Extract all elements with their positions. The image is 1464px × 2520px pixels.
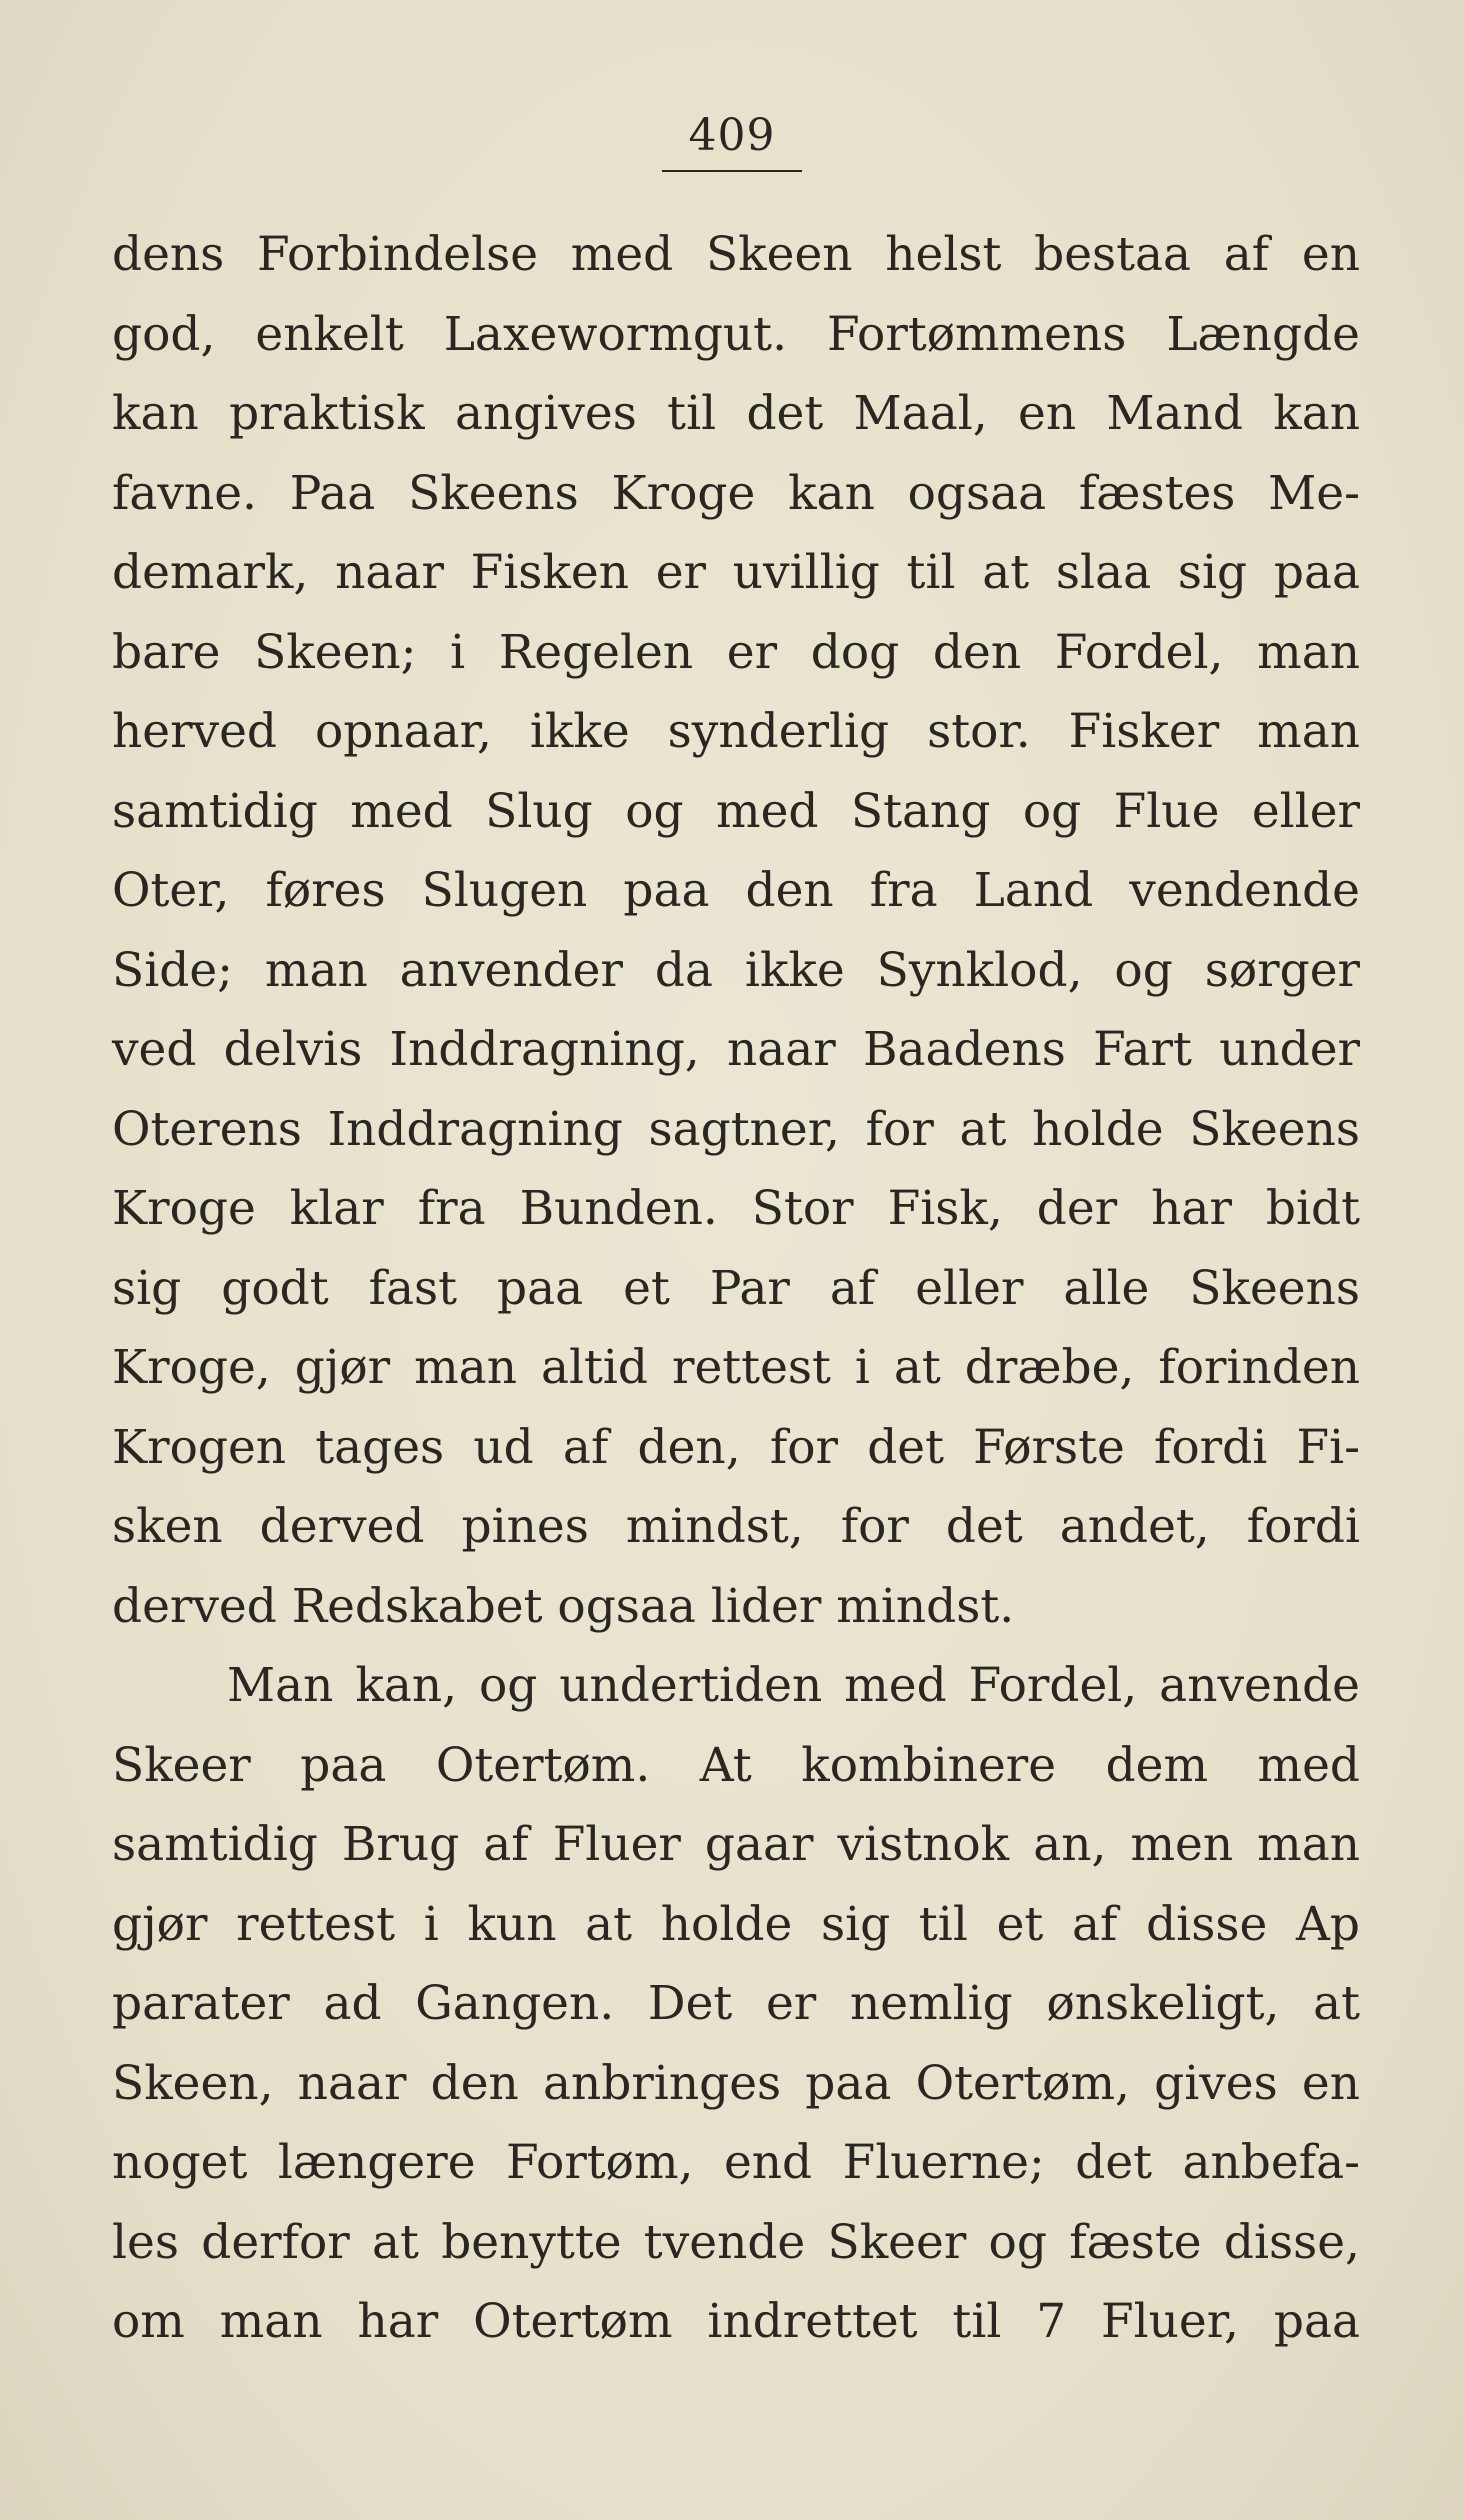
- text-line: herved opnaar, ikke synderlig stor. Fisker man: [112, 704, 1360, 759]
- text-line: parater ad Gangen. Det er nemlig ønskeligt, at: [112, 1976, 1360, 2031]
- text-line: noget længere Fortøm, end Fluerne; det anbefa-: [112, 2135, 1360, 2190]
- text-line: les derfor at benytte tvende Skeer og fæste disse,: [112, 2214, 1360, 2270]
- text-line: Side; man anvender da ikke Synklod, og sørger: [112, 942, 1360, 998]
- text-line: demark, naar Fisken er uvillig til at slaa sig paa: [112, 545, 1360, 600]
- page-number-underline: [662, 170, 802, 172]
- text-line: god, enkelt Laxewormgut. Fortømmens Længde: [112, 306, 1360, 362]
- text-line: samtidig Brug af Fluer gaar vistnok an, men man: [112, 1817, 1360, 1872]
- text-line: sig godt fast paa et Par af eller alle Skeens: [112, 1260, 1360, 1316]
- text-line: gjør rettest i kun at holde sig til et af disse Ap: [112, 1896, 1360, 1952]
- page-number: 409: [688, 110, 776, 161]
- paragraph: [112, 1646, 1360, 2362]
- text-line: samtidig med Slug og med Stang og Flue eller: [112, 783, 1360, 839]
- text-line: dens Forbindelse med Skeen helst bestaa af en: [112, 227, 1360, 282]
- text-line: Krogen tages ud af den, for det Første fordi Fi-: [112, 1419, 1360, 1475]
- text-line: Skeer paa Otertøm. At kombinere dem med: [112, 1737, 1360, 1793]
- text-line: Skeen, naar den anbringes paa Otertøm, gives en: [112, 2055, 1360, 2111]
- text-line: Oter, føres Slugen paa den fra Land vendende: [112, 863, 1360, 918]
- text-line: favne. Paa Skeens Kroge kan ogsaa fæstes Me-: [112, 465, 1360, 521]
- text-line: bare Skeen; i Regelen er dog den Fordel, man: [112, 624, 1360, 680]
- text-line: Man kan, og undertiden med Fordel, anvende: [227, 1658, 1360, 1713]
- text-line: derved Redskabet ogsaa lider mindst.: [112, 1578, 1015, 1634]
- text-line: ved delvis Inddragning, naar Baadens Fart under: [112, 1022, 1360, 1077]
- text-line: Kroge klar fra Bunden. Stor Fisk, der har bidt: [112, 1181, 1360, 1236]
- body-text: [112, 215, 1360, 2362]
- text-line: om man har Otertøm indrettet til 7 Fluer, paa: [112, 2294, 1360, 2349]
- text-line: kan praktisk angives til det Maal, en Mand kan: [112, 386, 1360, 441]
- text-line: Kroge, gjør man altid rettest i at dræbe, forinden: [112, 1340, 1360, 1395]
- paragraph: [112, 215, 1360, 1646]
- text-line: Oterens Inddragning sagtner, for at holde Skeens: [112, 1101, 1360, 1157]
- text-line: sken derved pines mindst, for det andet, fordi: [112, 1499, 1360, 1554]
